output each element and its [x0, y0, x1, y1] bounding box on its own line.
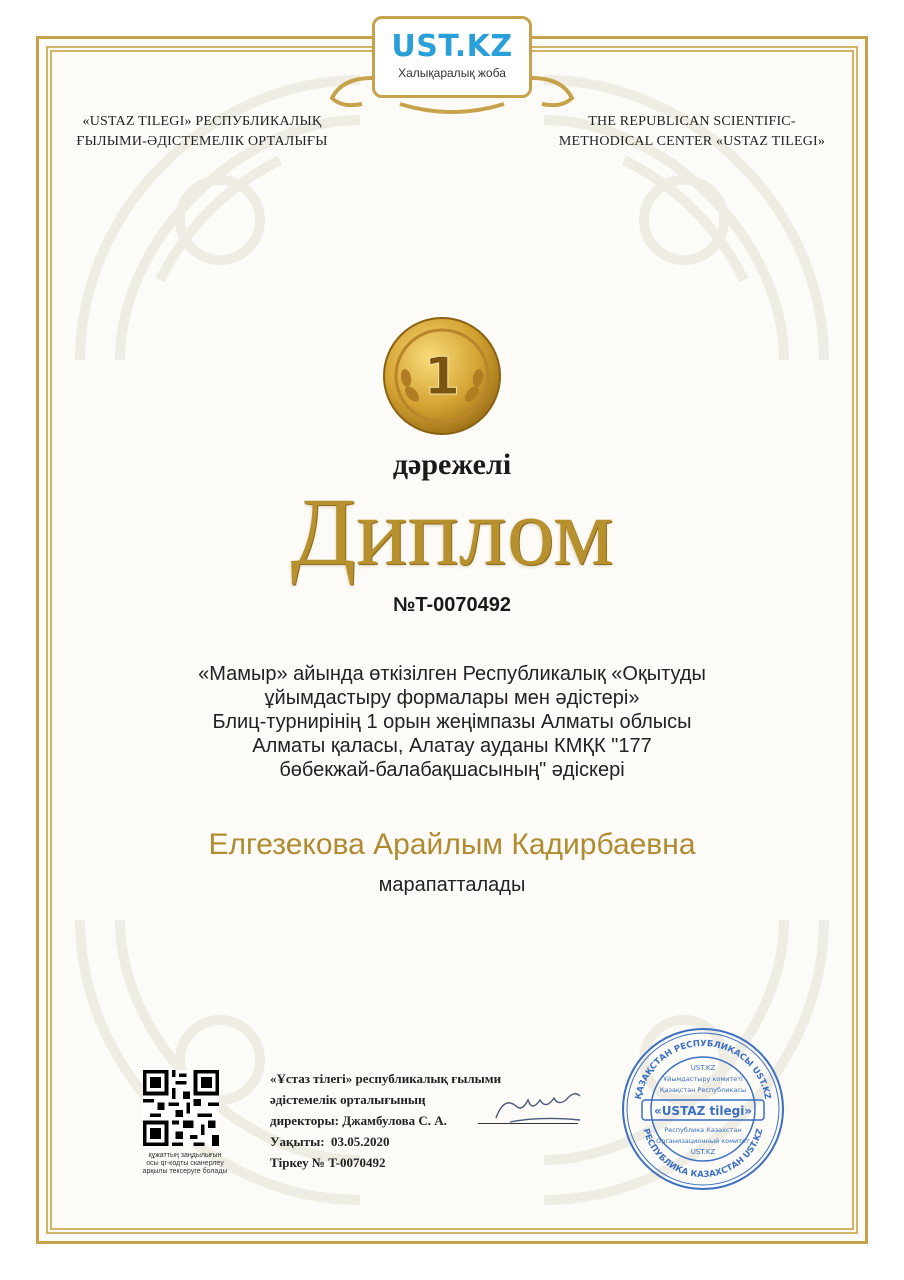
reg-label: Тіркеу №: [270, 1155, 325, 1170]
org-line1: «Ұстаз тілегі» республикалық ғылыми: [270, 1071, 502, 1086]
organization-stamp-icon: [620, 1026, 786, 1192]
stamp-line1: UST.KZ: [690, 1064, 716, 1072]
stamp-line6: UST.KZ: [690, 1148, 716, 1156]
date-line: [270, 1131, 590, 1152]
reg-line: [270, 1152, 590, 1173]
diploma-title: Диплом: [290, 478, 614, 585]
date-label: Уақыты:: [270, 1134, 325, 1149]
logo-subtitle: Халықаралық жоба: [398, 66, 506, 80]
description-line: Блиц-турнирінің 1 орын жеңімпазы Алматы облысы: [212, 711, 692, 733]
header-right-line2: METHODICAL CENTER «USTAZ TILEGI»: [558, 134, 826, 149]
logo: [372, 16, 532, 98]
header-right-line1: THE REPUBLICAN SCIENTIFIC-: [588, 114, 796, 129]
stamp-outer-bottom: РЕСПУБЛИКА КАЗАХСТАН UST.KZ: [640, 1127, 766, 1181]
description-line: Алматы қаласы, Алатау ауданы КМҚК "177: [252, 735, 652, 757]
header-left: [62, 112, 342, 152]
reg-value: T-0070492: [328, 1155, 386, 1170]
stamp-outer-top: ҚАЗАҚСТАН РЕСПУБЛИКАСЫ UST.KZ: [633, 1038, 773, 1101]
description-line: «Мамыр» айында өткізілген Республикалық «Оқытуды: [198, 663, 706, 685]
description-line: ұйымдастыру формалары мен әдістері»: [264, 687, 640, 709]
stamp-line5: Организационный комитет: [656, 1137, 750, 1145]
header-right: [552, 112, 832, 152]
qr-caption-line: арқылы тексеруге болады: [142, 1168, 228, 1175]
logo-brand: UST.KZ: [391, 29, 513, 64]
medal-place: 1: [423, 347, 461, 407]
director-line: директоры: Джамбулова С. А.: [270, 1113, 447, 1128]
stamp-line4: Республика Казахстан: [664, 1126, 742, 1134]
qr-caption-line: осы qr-кодты сканерлеу: [146, 1160, 224, 1167]
stamp-line2: Ұйымдастыру комитеті: [663, 1075, 743, 1083]
degree-label: дәрежелі: [392, 448, 512, 481]
date-value: 03.05.2020: [331, 1134, 390, 1149]
qr-caption-line: құжаттың заңдылығын: [148, 1152, 222, 1159]
stamp-center: «USTAZ tilegi»: [653, 1104, 753, 1118]
logo-frame: [320, 8, 584, 114]
award-description: [132, 662, 772, 782]
qr-caption: [134, 1152, 236, 1176]
signature-icon: [490, 1088, 590, 1128]
org-line2: әдістемелік орталығының: [270, 1092, 426, 1107]
description-line: бөбекжай-балабақшасының" әдіскері: [279, 759, 625, 781]
qr-code-icon: [143, 1070, 219, 1146]
header-left-line1: «USTAZ TILEGI» РЕСПУБЛИКАЛЫҚ: [82, 114, 322, 129]
stamp-line3: Қазақстан Республикасы: [659, 1086, 747, 1094]
header-left-line2: ҒЫЛЫМИ-ӘДІСТЕМЕЛІК ОРТАЛЫҒЫ: [76, 134, 328, 149]
gold-medal-icon: [382, 316, 502, 436]
awarded-label: марапатталады: [378, 874, 526, 896]
recipient-name: Елгезекова Арайлым Кадирбаевна: [208, 828, 696, 861]
diploma-number: №T-0070492: [393, 594, 511, 616]
